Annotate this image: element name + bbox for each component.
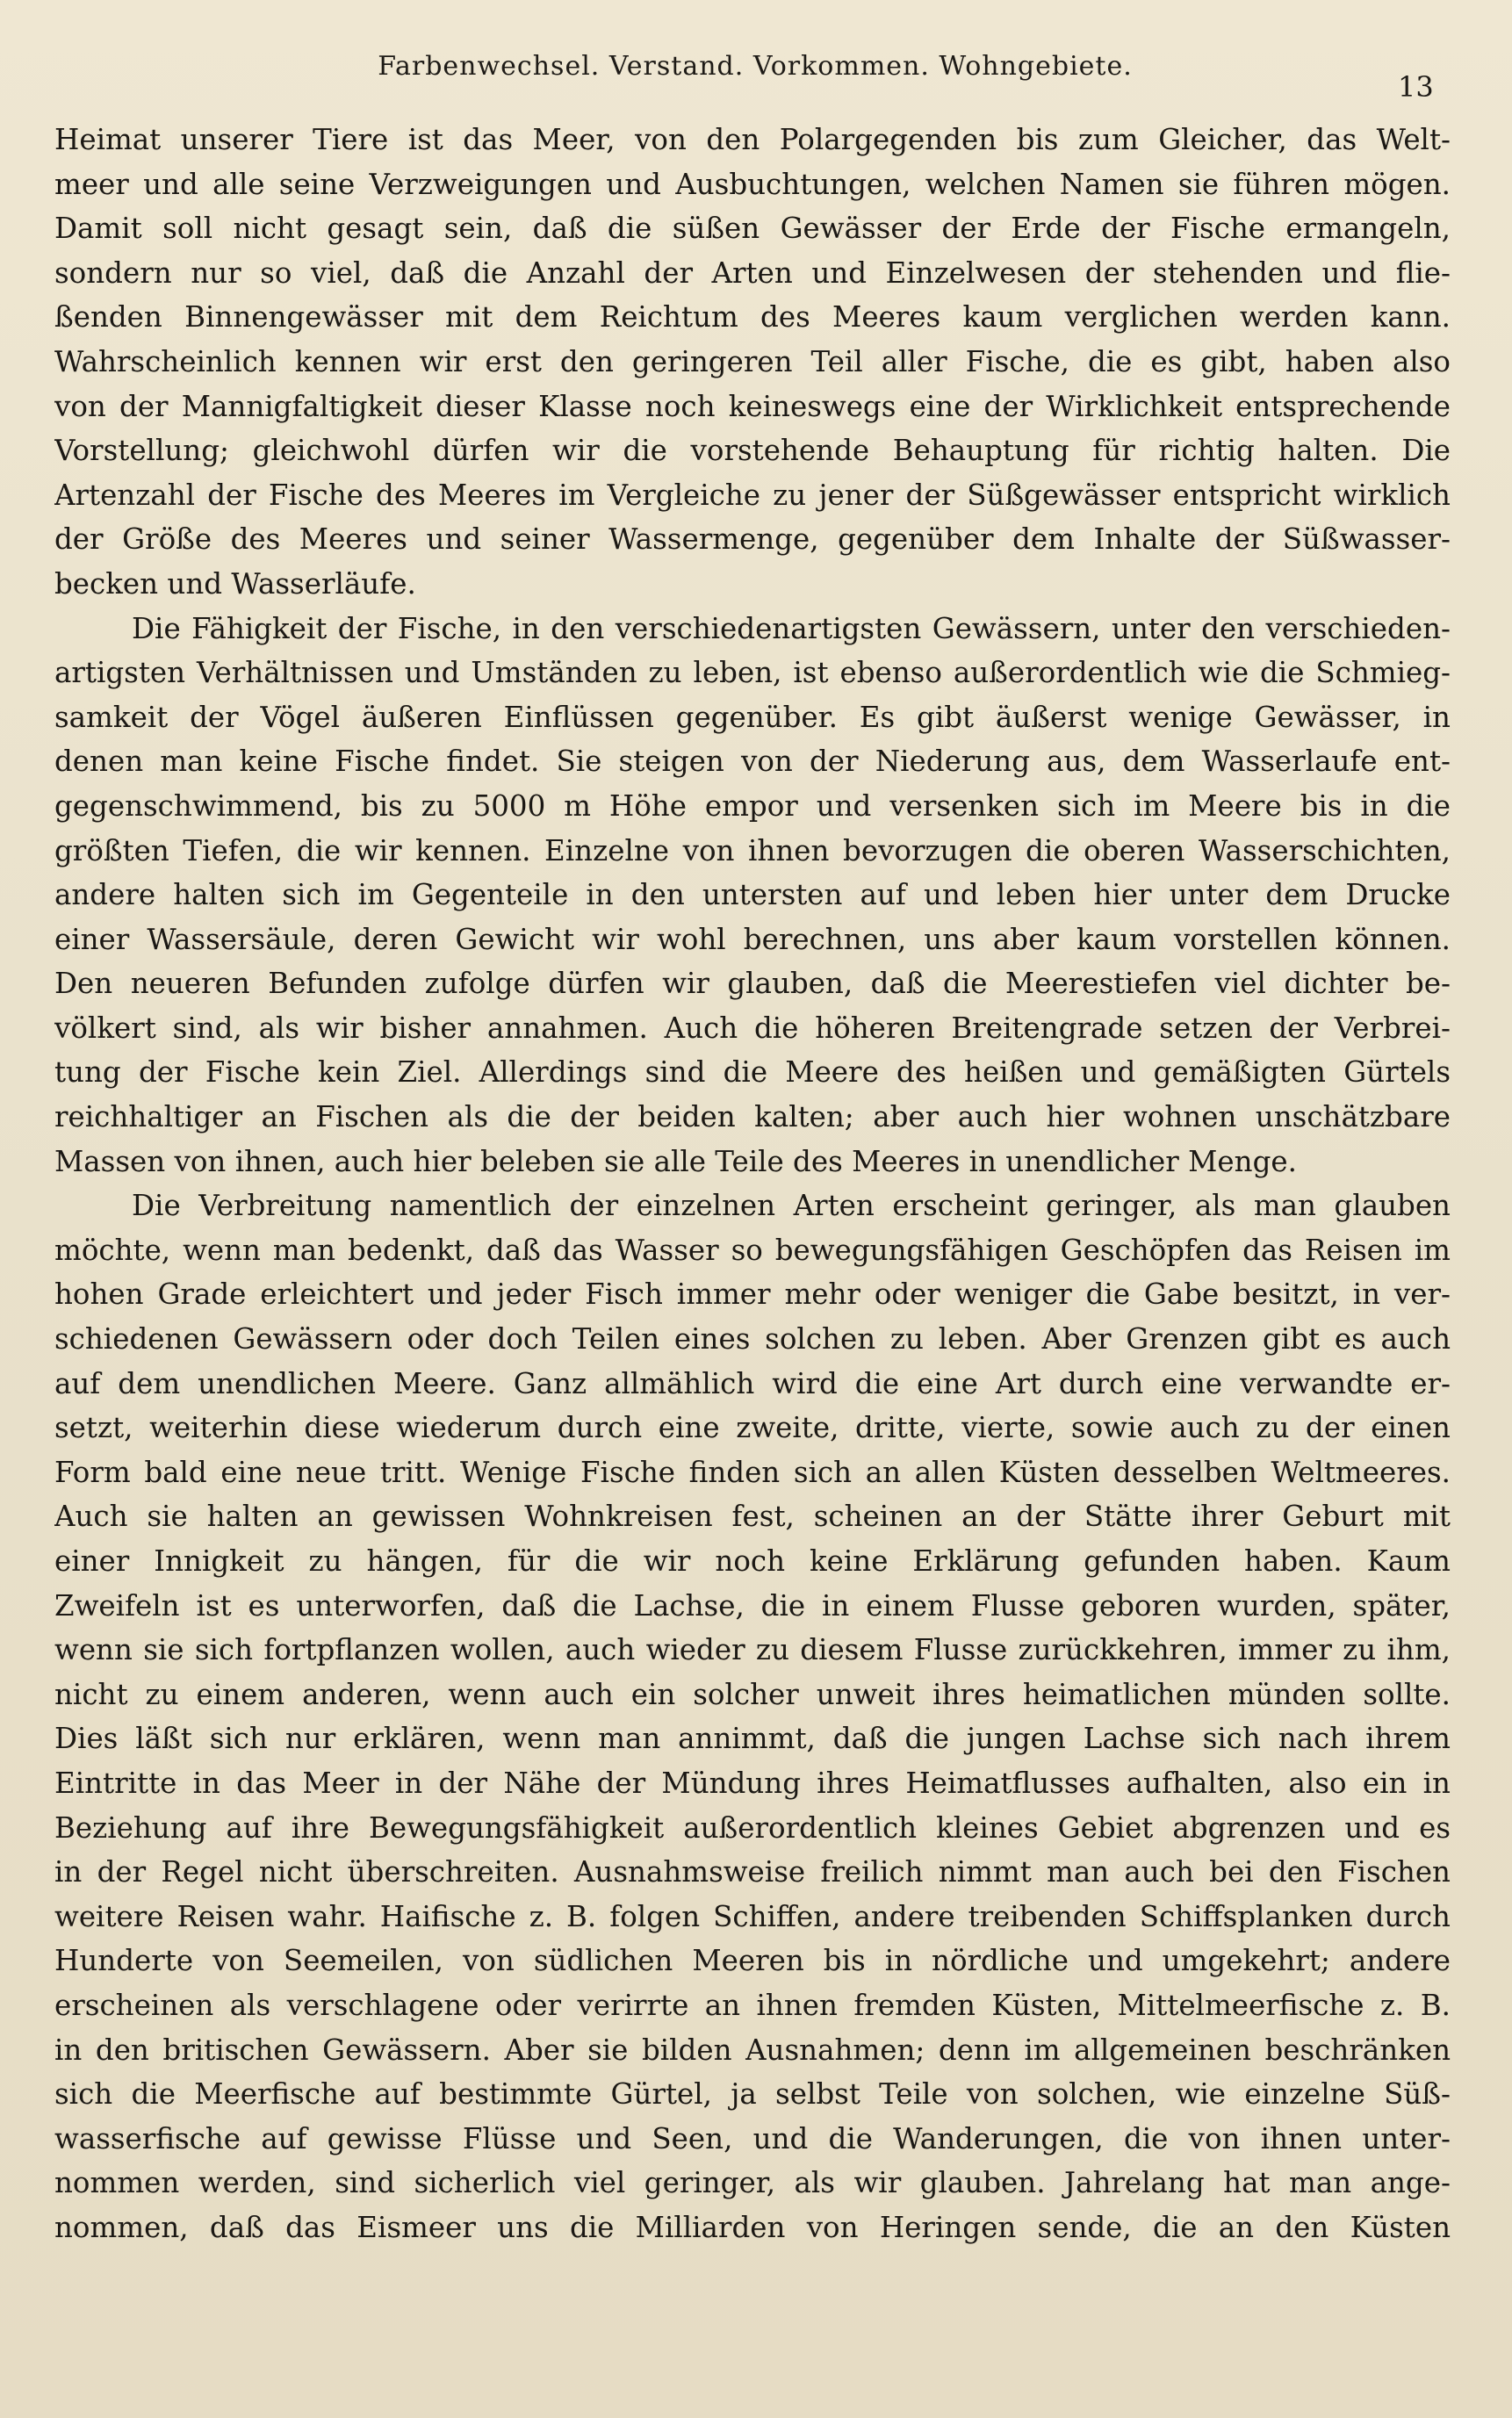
text-line: der Größe des Meeres und seiner Wassermenge, gegenüber dem Inhalte der Süßwasser- — [54, 522, 1451, 557]
text-line: Artenzahl der Fische des Meeres im Vergleiche zu jener der Süßgewässer entspricht wirklich — [54, 478, 1451, 512]
text-line: in der Regel nicht überschreiten. Ausnahmsweise freilich nimmt man auch bei den Fischen — [54, 1855, 1451, 1889]
text-line: Dies läßt sich nur erklären, wenn man annimmt, daß die jungen Lachse sich nach ihrem — [54, 1722, 1451, 1756]
text-line: schiedenen Gewässern oder doch Teilen eines solchen zu leben. Aber Grenzen gibt es auch — [54, 1322, 1451, 1357]
text-line: erscheinen als verschlagene oder verirrte an ihnen fremden Küsten, Mittelmeerfische z. B. — [54, 1988, 1451, 2022]
text-line: größten Tiefen, die wir kennen. Einzelne von ihnen bevorzugen die oberen Wasserschichten, — [54, 833, 1451, 867]
text-line: andere halten sich im Gegenteile in den untersten auf und leben hier unter dem Drucke — [54, 878, 1451, 912]
text-line: Beziehung auf ihre Bewegungsfähigkeit außerordentlich kleines Gebiet abgrenzen und es — [54, 1810, 1451, 1845]
text-line: meer und alle seine Verzweigungen und Ausbuchtungen, welchen Namen sie führen mögen. — [54, 167, 1451, 201]
text-line: weitere Reisen wahr. Haifische z. B. folgen Schiffen, andere treibenden Schiffsplanken durch — [54, 1899, 1451, 1933]
text-line: becken und Wasserläufe. — [54, 566, 416, 601]
text-line: Eintritte in das Meer in der Nähe der Mündung ihres Heimatflusses aufhalten, also ein in — [54, 1766, 1451, 1800]
text-line: wenn sie sich fortpflanzen wollen, auch wieder zu diesem Flusse zurückkehren, immer zu ihm, — [54, 1633, 1451, 1667]
text-line: sich die Meerfische auf bestimmte Gürtel, ja selbst Teile von solchen, wie einzelne Süß- — [54, 2077, 1451, 2112]
text-line: einer Innigkeit zu hängen, für die wir noch keine Erklärung gefunden haben. Kaum — [54, 1544, 1451, 1578]
page-number: 13 — [1398, 70, 1434, 104]
text-line: auf dem unendlichen Meere. Ganz allmählich wird die eine Art durch eine verwandte er- — [54, 1366, 1451, 1400]
text-line: reichhaltiger an Fischen als die der beiden kalten; aber auch hier wohnen unschätzbare — [54, 1100, 1451, 1134]
text-line: Massen von ihnen, auch hier beleben sie alle Teile des Meeres in unendlicher Menge. — [54, 1144, 1297, 1178]
text-line: samkeit der Vögel äußeren Einflüssen gegenüber. Es gibt äußerst wenige Gewässer, in — [54, 700, 1451, 734]
text-line: hohen Grade erleichtert und jeder Fisch immer mehr oder weniger die Gabe besitzt, in ver- — [54, 1277, 1451, 1312]
text-line: nicht zu einem anderen, wenn auch ein solcher unweit ihres heimatlichen münden sollte. — [54, 1677, 1451, 1711]
text-line: Form bald eine neue tritt. Wenige Fische finden sich an allen Küsten desselben Weltmeeres. — [54, 1455, 1451, 1489]
text-line: Heimat unserer Tiere ist das Meer, von den Polargegenden bis zum Gleicher, das Welt- — [54, 123, 1451, 156]
text-line: wasserfische auf gewisse Flüsse und Seen, und die Wanderungen, die von ihnen unter- — [54, 2121, 1451, 2155]
text-line: denen man keine Fische findet. Sie steigen von der Niederung aus, dem Wasserlaufe ent- — [54, 745, 1451, 779]
text-line: völkert sind, als wir bisher annahmen. Auch die höheren Breitengrade setzen der Verbrei- — [54, 1011, 1451, 1045]
text-line: gegenschwimmend, bis zu 5000 m Höhe empor und versenken sich im Meere bis in die — [54, 788, 1451, 823]
text-line: Auch sie halten an gewissen Wohnkreisen fest, scheinen an der Stätte ihrer Geburt mit — [54, 1500, 1451, 1534]
text-line: tung der Fische kein Ziel. Allerdings sind die Meere des heißen und gemäßigten Gürtels — [54, 1055, 1451, 1090]
text-line: Hunderte von Seemeilen, von südlichen Meeren bis in nördliche und umgekehrt; andere — [54, 1944, 1451, 1978]
running-head: Farbenwechsel. Verstand. Vorkommen. Wohngebiete. — [378, 51, 1133, 82]
paragraph-start-line: Die Fähigkeit der Fische, in den verschiedenartigsten Gewässern, unter den verschieden- — [132, 611, 1451, 645]
text-line: möchte, wenn man bedenkt, daß das Wasser so bewegungsfähigen Geschöpfen das Reisen im — [54, 1233, 1451, 1267]
text-line: einer Wassersäule, deren Gewicht wir wohl berechnen, uns aber kaum vorstellen können. — [54, 922, 1451, 956]
paragraph-start-line: Die Verbreitung namentlich der einzelnen Arten erscheint geringer, als man glauben — [132, 1189, 1451, 1223]
body-text — [54, 118, 1451, 2250]
text-line: von der Mannigfaltigkeit dieser Klasse noch keineswegs eine der Wirklichkeit entsprechende — [54, 389, 1451, 423]
text-line: Den neueren Befunden zufolge dürfen wir glauben, daß die Meerestiefen viel dichter be- — [54, 967, 1451, 1001]
text-line: ßenden Binnengewässer mit dem Reichtum des Meeres kaum verglichen werden kann. — [54, 300, 1451, 335]
text-line: nommen werden, sind sicherlich viel geringer, als wir glauben. Jahrelang hat man ange- — [54, 2166, 1451, 2200]
text-line: Damit soll nicht gesagt sein, daß die süßen Gewässer der Erde der Fische ermangeln, — [54, 212, 1451, 246]
text-line: in den britischen Gewässern. Aber sie bilden Ausnahmen; denn im allgemeinen beschränken — [54, 2033, 1451, 2067]
text-line: nommen, daß das Eismeer uns die Milliarden von Heringen sende, die an den Küsten — [54, 2210, 1451, 2244]
text-line: Wahrscheinlich kennen wir erst den geringeren Teil aller Fische, die es gibt, haben also — [54, 344, 1451, 378]
text-line: sondern nur so viel, daß die Anzahl der Arten und Einzelwesen der stehenden und flie- — [54, 255, 1451, 290]
text-line: setzt, weiterhin diese wiederum durch eine zweite, dritte, vierte, sowie auch zu der einen — [54, 1411, 1451, 1445]
text-line: Zweifeln ist es unterworfen, daß die Lachse, die in einem Flusse geboren wurden, später, — [54, 1588, 1451, 1623]
text-line: Vorstellung; gleichwohl dürfen wir die vorstehende Behauptung für richtig halten. Die — [54, 434, 1451, 468]
text-line: artigsten Verhältnissen und Umständen zu leben, ist ebenso außerordentlich wie die Schmieg- — [54, 656, 1451, 690]
